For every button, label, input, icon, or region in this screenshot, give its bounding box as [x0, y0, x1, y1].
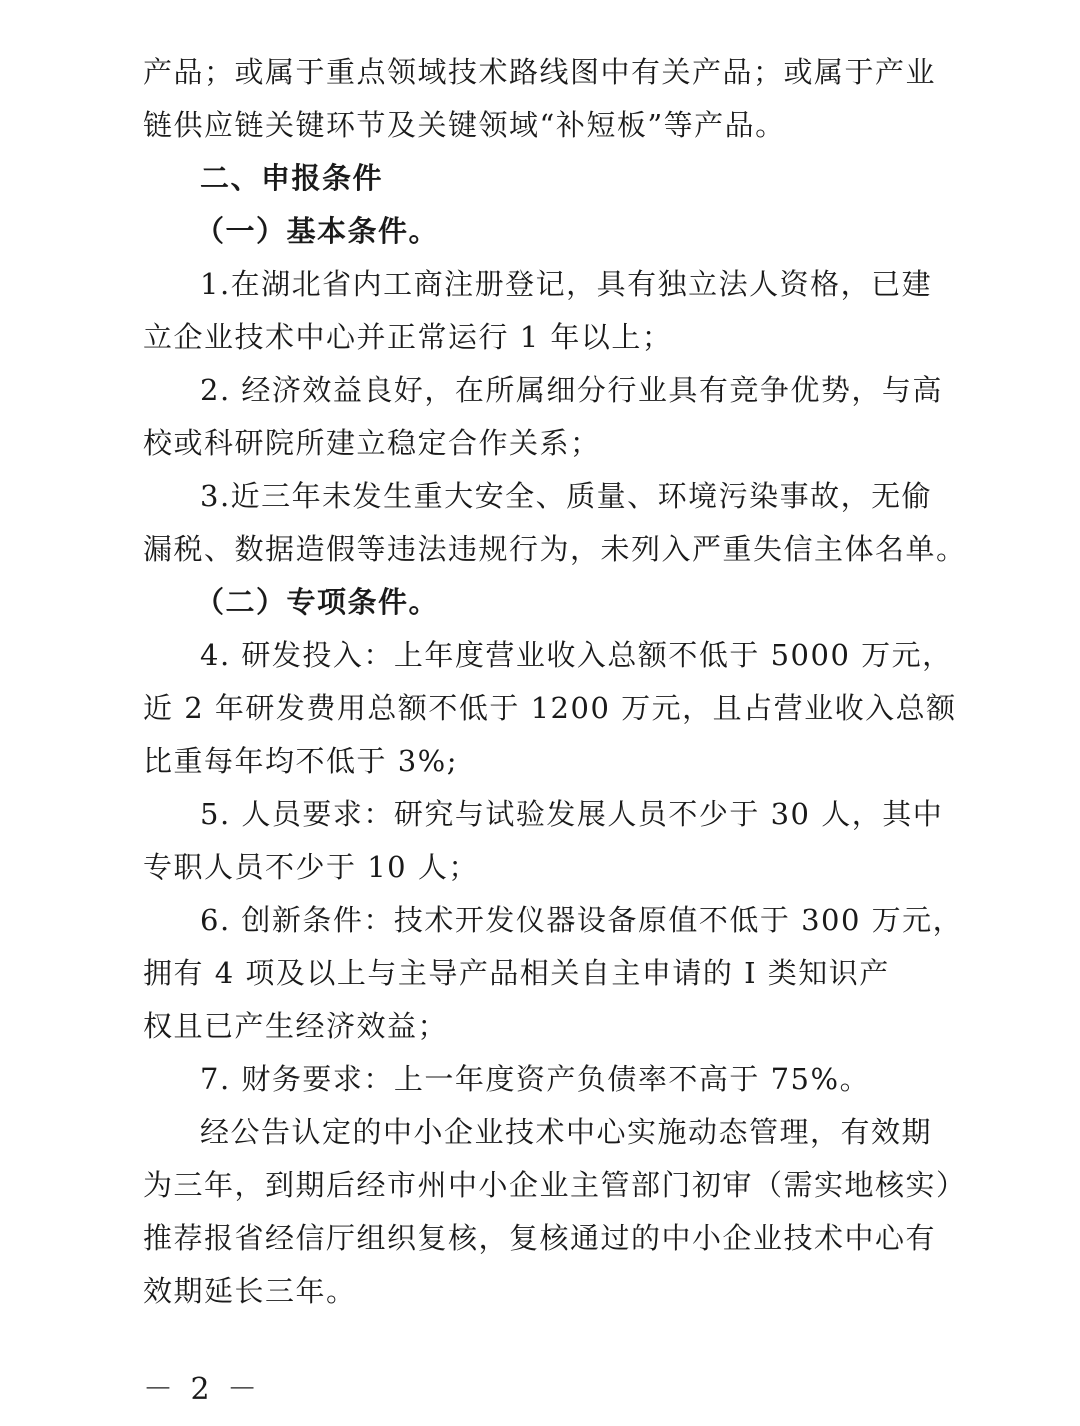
- condition-5-line-1: 5. 人员要求：研究与试验发展人员不少于 30 人，其中: [200, 797, 944, 831]
- management-paragraph-line-2: 为三年，到期后经市州中小企业主管部门初审（需实地核实）: [143, 1168, 967, 1202]
- condition-1-line-1: 1.在湖北省内工商注册登记，具有独立法人资格，已建: [200, 267, 933, 301]
- management-paragraph-line-4: 效期延长三年。: [143, 1274, 357, 1308]
- condition-2-line-2: 校或科研院所建立稳定合作关系；: [143, 426, 601, 460]
- paragraph-line-1: 产品；或属于重点领域技术路线图中有关产品；或属于产业: [143, 55, 937, 89]
- condition-4-line-2: 近 2 年研发费用总额不低于 1200 万元，且占营业收入总额: [143, 691, 957, 725]
- condition-4-line-3: 比重每年均不低于 3%;: [143, 744, 458, 778]
- subsection-heading-special-conditions: （二）专项条件。: [195, 585, 440, 619]
- condition-6-line-3: 权且已产生经济效益；: [143, 1009, 449, 1043]
- condition-7-line-1: 7. 财务要求：上一年度资产负债率不高于 75%。: [200, 1062, 871, 1096]
- paragraph-line-2: 链供应链关键环节及关键领域“补短板”等产品。: [143, 108, 786, 142]
- section-heading-application-conditions: 二、申报条件: [200, 161, 384, 195]
- subsection-heading-basic-conditions: （一）基本条件。: [195, 214, 440, 248]
- condition-4-line-1: 4. 研发投入：上年度营业收入总额不低于 5000 万元，: [200, 638, 953, 672]
- condition-2-line-1: 2. 经济效益良好，在所属细分行业具有竞争优势，与高: [200, 373, 943, 407]
- condition-1-line-2: 立企业技术中心并正常运行 1 年以上；: [143, 320, 673, 354]
- management-paragraph-line-1: 经公告认定的中小企业技术中心实施动态管理，有效期: [200, 1115, 933, 1149]
- condition-3-line-1: 3.近三年未发生重大安全、质量、环境污染事故，无偷: [200, 479, 933, 513]
- condition-5-line-2: 专职人员不少于 10 人；: [143, 850, 479, 884]
- condition-6-line-2: 拥有 4 项及以上与主导产品相关自主申请的 Ⅰ 类知识产: [143, 956, 890, 990]
- page-number: － 2 －: [143, 1372, 262, 1407]
- condition-6-line-1: 6. 创新条件：技术开发仪器设备原值不低于 300 万元，: [200, 903, 964, 937]
- management-paragraph-line-3: 推荐报省经信厅组织复核，复核通过的中小企业技术中心有: [143, 1221, 937, 1255]
- condition-3-line-2: 漏税、数据造假等违法违规行为，未列入严重失信主体名单。: [143, 532, 967, 566]
